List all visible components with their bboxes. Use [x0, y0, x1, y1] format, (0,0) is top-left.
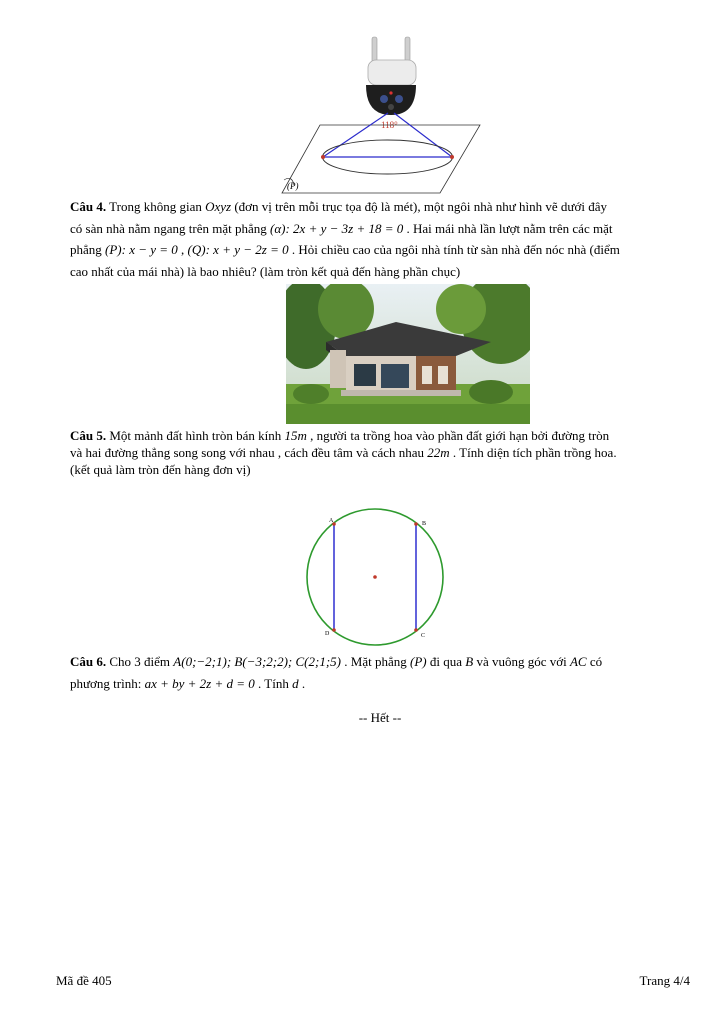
q5-line-1: Câu 5. Một mảnh đất hình tròn bán kính 15m , người ta trồng hoa vào phần đất giới hạn bởi đường tròn	[70, 428, 610, 443]
end-marker: -- Hết --	[358, 710, 402, 725]
q4-line-2: có sàn nhà nằm ngang trên mặt phẳng (α): 2x + y − 3z + 18 = 0 . Hai mái nhà lần lượt nằm trên các mặt	[70, 220, 613, 236]
camera-figure	[280, 35, 490, 195]
q4-line-3: phẳng (P): x − y = 0 , (Q): x + y − 2z = 0 . Hỏi chiều cao của ngôi nhà tính từ sàn nhà đến nóc nhà (điểm	[70, 242, 620, 257]
circle-figure	[300, 508, 450, 648]
q5-number: Câu 5.	[70, 428, 107, 443]
q6-points: A(0;−2;1); B(−3;2;2); C(2;1;5)	[173, 654, 342, 669]
q6-plane-equation: ax + by + 2z + d = 0	[144, 675, 255, 691]
question-5	[70, 427, 690, 478]
plane-alpha-equation: (α): 2x + y − 3z + 18 = 0	[270, 220, 404, 236]
label-b: B	[422, 521, 427, 527]
q4-line-4: cao nhất của mái nhà) là bao nhiêu? (làm tròn kết quả đến hàng phần chục)	[70, 263, 461, 279]
footer-page-number: Trang 4/4	[639, 973, 690, 988]
q6-line-2: phương trình: ax + by + 2z + d = 0 . Tính d .	[70, 675, 306, 691]
q5-line-3: (kết quả làm tròn đến hàng đơn vị)	[70, 462, 251, 477]
label-a: A	[329, 518, 334, 524]
q5-line-2: và hai đường thẳng song song với nhau , cách đều tâm và cách nhau 22m . Tính diện tích phần trồng hoa.	[70, 445, 617, 460]
footer-exam-code: Mã đề 405	[56, 973, 112, 988]
q6-number: Câu 6.	[70, 654, 107, 669]
plane-q-equation: (Q): x + y − 2z = 0	[187, 242, 289, 257]
q6-line-1: Câu 6. Cho 3 điểm A(0;−2;1); B(−3;2;2); C(2;1;5) . Mặt phẳng (P) đi qua B và vuông góc với AC có	[70, 654, 603, 669]
house-photo	[286, 284, 530, 424]
question-6	[70, 651, 690, 694]
question-4	[70, 196, 690, 282]
label-c: C	[421, 633, 426, 639]
label-d: D	[325, 631, 330, 637]
plane-label: (P)	[287, 181, 299, 191]
q4-line-1: Câu 4. Trong không gian Oxyz (đơn vị trên mỗi trục tọa độ là mét), một ngôi nhà như hình vẽ dưới đây	[70, 199, 607, 214]
q4-number: Câu 4.	[70, 199, 107, 214]
plane-p-equation: (P): x − y = 0	[105, 242, 178, 257]
angle-label: 118°	[381, 120, 398, 130]
